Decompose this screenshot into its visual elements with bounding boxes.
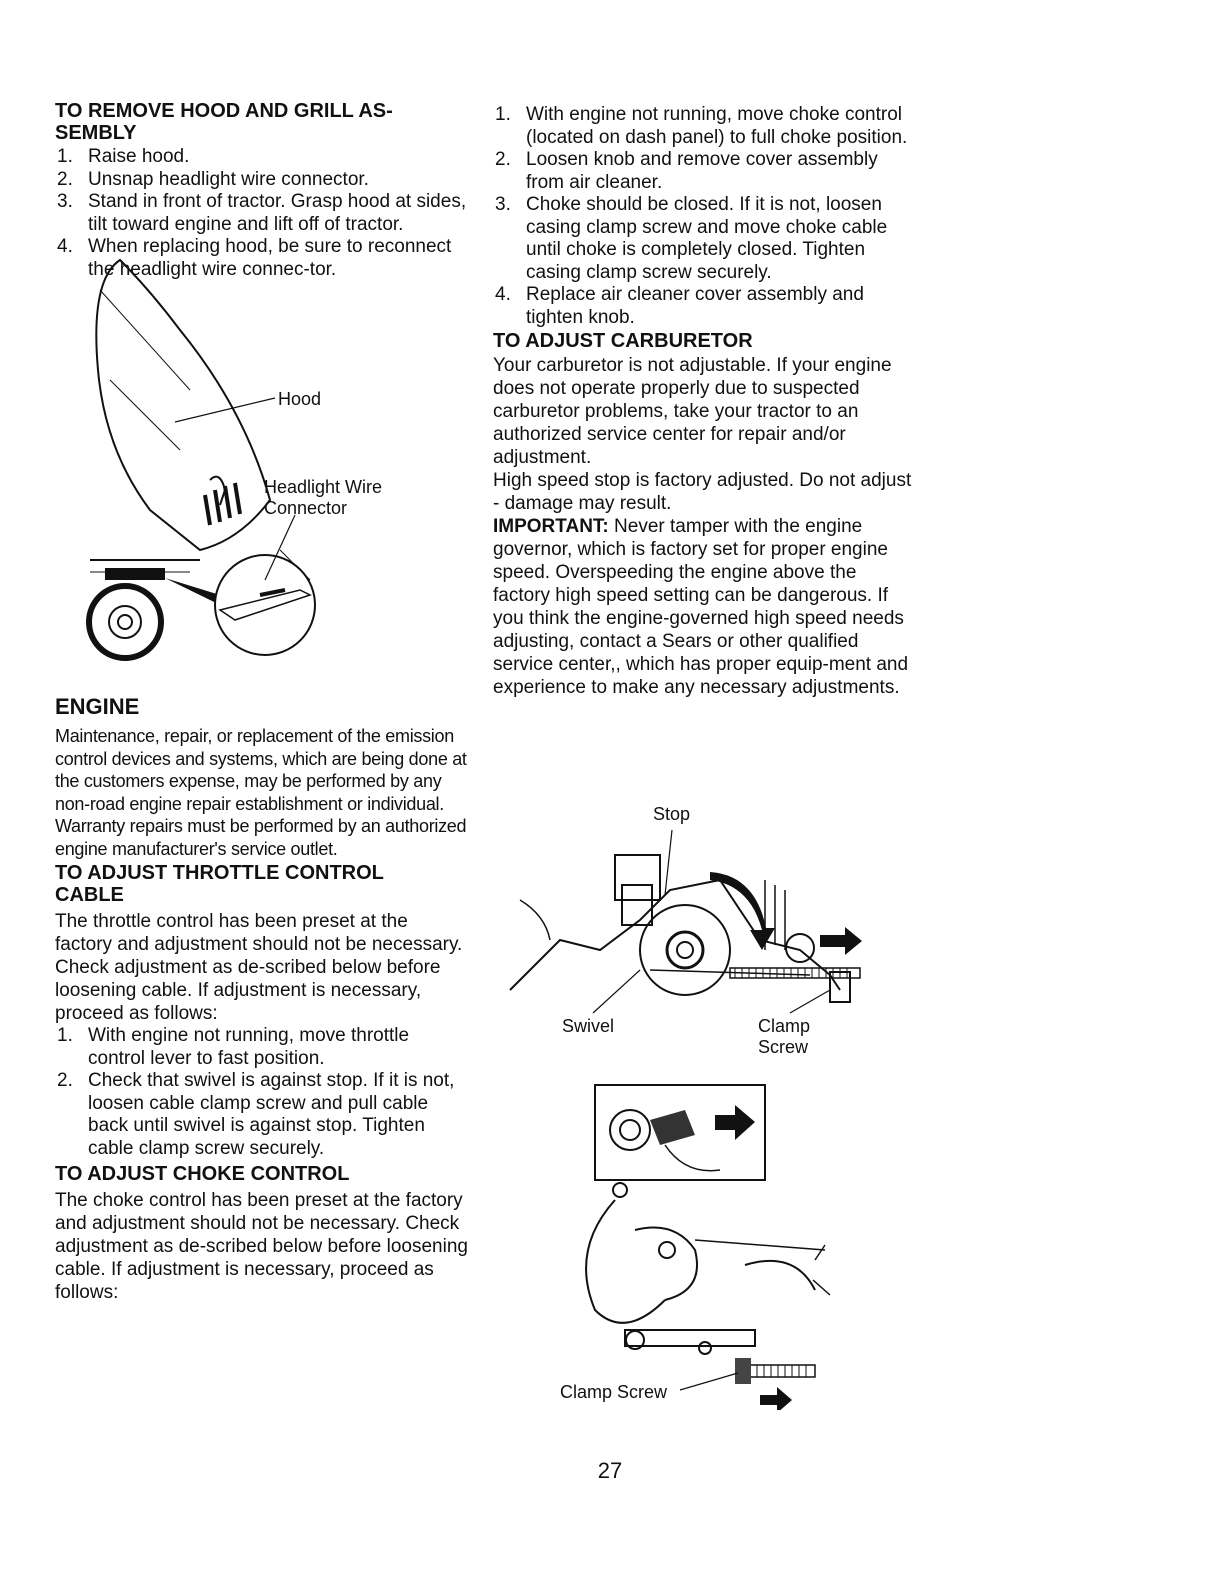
right-column [493, 104, 913, 699]
choke-cable [745, 1365, 815, 1377]
engine-text: Maintenance, repair, or replacement of the emission control devices and systems, which are being done at the customers expense, may be performed by any non-road engine repair establishment or individual. Warranty repairs must be performed by an authorized engine manufacturer's service outlet. [55, 726, 467, 859]
hand-outline [665, 1145, 720, 1171]
clamp-screw-label: Clamp Screw [560, 1382, 668, 1402]
throttle-heading: TO ADJUST THROTTLE CONTROL CABLE [55, 862, 384, 906]
list-item: 2. Loosen knob and remove cover assembly from air cleaner. [495, 149, 878, 193]
intake-outline [586, 1200, 665, 1323]
stop-label: Stop [653, 804, 691, 824]
list-item: 3. Choke should be closed. If it is not, loosen casing clamp screw and move choke cable until choke is completely closed. Tighten casing clamp screw securely. [495, 194, 888, 283]
list-item: 4. Replace air cleaner cover assembly and tighten knob. [495, 284, 864, 328]
filter-outline [745, 1261, 815, 1290]
page-number: 27 [597, 1458, 623, 1483]
wheel-center [118, 615, 132, 629]
important-label: IMPORTANT: [493, 516, 609, 537]
hood-lines [100, 290, 190, 450]
fingers-icon [650, 1110, 695, 1145]
list-item: 2. Check that swivel is against stop. If it is not, loosen cable clamp screw and pull cable back until swivel is against stop. Tighten cable clamp screw securely. [57, 1070, 455, 1159]
throttle-drum [640, 905, 730, 995]
hood-figure [70, 250, 430, 670]
choke-heading: TO ADJUST CHOKE CONTROL [55, 1163, 350, 1185]
connector-label-1: Headlight Wire [264, 477, 383, 497]
frame-line [695, 1240, 825, 1250]
important-text: Never tamper with the engine governor, which is factory set for proper engine speed. Overspeeding the engine above the factory high speed setting can be dangerous. If you think the engine-governed high speed needs adjusting, contact a Sears or other qualified service center,, which has proper equip-ment and experience to make any necessary adjustments. [493, 516, 909, 698]
list-item: 1. Raise hood. [57, 146, 190, 167]
frame-bar [105, 568, 165, 580]
list-item: 3. Stand in front of tractor. Grasp hood at sides, tilt toward engine and lift off of tractor. [57, 191, 467, 235]
intake-outline [635, 1228, 697, 1301]
body-edge [520, 900, 550, 940]
clamp-leader-line [680, 1373, 738, 1390]
bracket-screw-icon [699, 1342, 711, 1354]
hood-label: Hood [278, 389, 322, 409]
choke-figure [555, 1080, 840, 1410]
throttle-steps [55, 1025, 470, 1160]
engine-heading: ENGINE [55, 694, 140, 719]
grill-slots [205, 483, 240, 525]
screw-icon [613, 1183, 627, 1197]
drum-hub [667, 932, 703, 968]
swivel-leader-line [593, 970, 640, 1013]
hood-leader-line [175, 398, 275, 422]
clamp-label-2: Screw [758, 1037, 809, 1057]
swivel-label: Swivel [562, 1016, 615, 1036]
important-paragraph [493, 515, 913, 699]
list-item: 1. With engine not running, move choke control (located on dash panel) to full choke position. [495, 104, 908, 148]
list-item: 1. With engine not running, move throttle control lever to fast position. [57, 1025, 410, 1069]
hood-heading: TO REMOVE HOOD AND GRILL AS-SEMBLY [55, 100, 393, 144]
clamp-screw-part [735, 1358, 751, 1384]
carburetor-text-2: High speed stop is factory adjusted. Do not adjust - damage may result. [493, 470, 912, 514]
clamp-label-1: Clamp [758, 1016, 811, 1036]
choke-steps [493, 104, 913, 329]
carburetor-text-1: Your carburetor is not adjustable. If your engine does not operate properly due to suspected carburetor problems, take your tractor to an authorized service center for repair and/or adjustment. [493, 355, 892, 468]
left-lower-column [55, 694, 470, 1304]
fitting-icon [659, 1242, 675, 1258]
throttle-text: The throttle control has been preset at the factory and adjustment should not be necessary. Check adjustment as de-scribed below before loosening cable. If adjustment is necessary, proceed as follows: [55, 911, 463, 1024]
choke-text: The choke control has been preset at the factory and adjustment should not be necessary. Check adjustment as de-scribed below before loosening cable. If adjustment is necessary, proceed as follows: [55, 1190, 468, 1303]
carburetor-heading: TO ADJUST CARBURETOR [493, 330, 753, 352]
list-item: 4. When replacing hood, be sure to reconnect the headlight wire connec-tor. [57, 236, 452, 280]
stop-leader-line [665, 830, 672, 895]
knob-center [620, 1120, 640, 1140]
filter-edge [813, 1245, 830, 1295]
cable-coil [750, 1365, 806, 1377]
stop-post [622, 885, 652, 925]
list-item: 2. Unsnap headlight wire connector. [57, 168, 369, 190]
arrow-right-icon [760, 1387, 792, 1410]
wheel-hub [109, 606, 141, 638]
drum-center [677, 942, 693, 958]
arrow-right-icon [820, 927, 862, 955]
carburetor-figure [500, 800, 880, 1065]
clamp-leader-line [790, 990, 830, 1013]
arrow-right-icon [715, 1105, 755, 1140]
wheel-icon [89, 586, 161, 658]
knob-icon [610, 1110, 650, 1150]
connector-label-2: Connector [264, 498, 348, 518]
